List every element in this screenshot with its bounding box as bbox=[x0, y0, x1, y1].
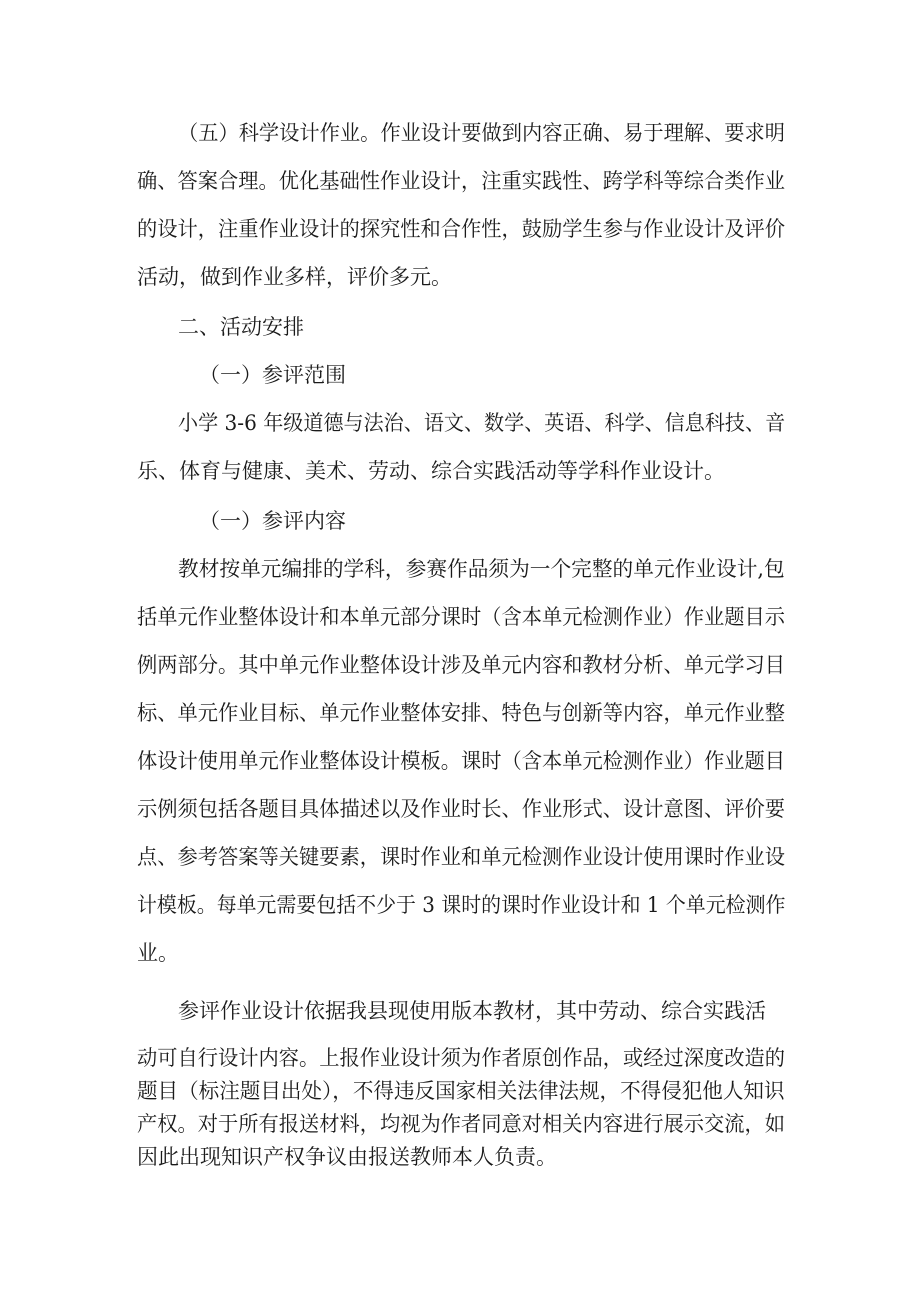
text-line: 业。 bbox=[137, 941, 179, 965]
text-line: 括单元作业整体设计和本单元部分课时（含本单元检测作业）作业题目示 bbox=[137, 605, 786, 629]
text-line: 示例须包括各题目具体描述以及作业时长、作业形式、设计意图、评价要 bbox=[137, 797, 786, 821]
text-line: 活动，做到作业多样，评价多元。 bbox=[137, 265, 452, 289]
text-line: 参评作业设计依据我县现使用版本教材，其中劳动、综合实践活 bbox=[178, 999, 766, 1023]
text-line: 因此出现知识产权争议由报送教师本人负责。 bbox=[137, 1145, 557, 1169]
text-line: 的设计，注重作业设计的探究性和合作性，鼓励学生参与作业设计及评价 bbox=[137, 217, 786, 241]
text-line: 题目（标注题目出处），不得违反国家相关法律法规，不得侵犯他人知识 bbox=[137, 1079, 785, 1103]
text-line: 乐、体育与健康、美术、劳动、综合实践活动等学科作业设计。 bbox=[137, 459, 725, 483]
text-line: 确、答案合理。优化基础性作业设计，注重实践性、跨学科等综合类作业 bbox=[137, 169, 786, 193]
text-line: 动可自行设计内容。上报作业设计须为作者原创作品，或经过深度改造的 bbox=[137, 1046, 786, 1070]
text-line: 标、单元作业目标、单元作业整体安排、特色与创新等内容，单元作业整 bbox=[137, 701, 786, 725]
text-line: （五）科学设计作业。作业设计要做到内容正确、易于理解、要求明 bbox=[178, 121, 786, 145]
text-line: 点、参考答案等关键要素，课时作业和单元检测作业设计使用课时作业设 bbox=[137, 845, 786, 869]
subsection-heading: （一）参评范围 bbox=[199, 363, 346, 387]
subsection-heading: （一）参评内容 bbox=[199, 509, 346, 533]
text-line: 计模板。每单元需要包括不少于 3 课时的课时作业设计和 1 个单元检测作 bbox=[137, 893, 786, 917]
text-line: 体设计使用单元作业整体设计模板。课时（含本单元检测作业）作业题目 bbox=[137, 749, 786, 773]
text-line: 小学 3-6 年级道德与法治、语文、数学、英语、科学、信息科技、音 bbox=[178, 411, 786, 435]
text-line: 产权。对于所有报送材料，均视为作者同意对相关内容进行展示交流，如 bbox=[137, 1112, 786, 1136]
text-line: 教材按单元编排的学科，参赛作品须为一个完整的单元作业设计,包 bbox=[178, 557, 785, 581]
section-heading: 二、活动安排 bbox=[178, 315, 304, 339]
text-line: 例两部分。其中单元作业整体设计涉及单元内容和教材分析、单元学习目 bbox=[137, 653, 786, 677]
